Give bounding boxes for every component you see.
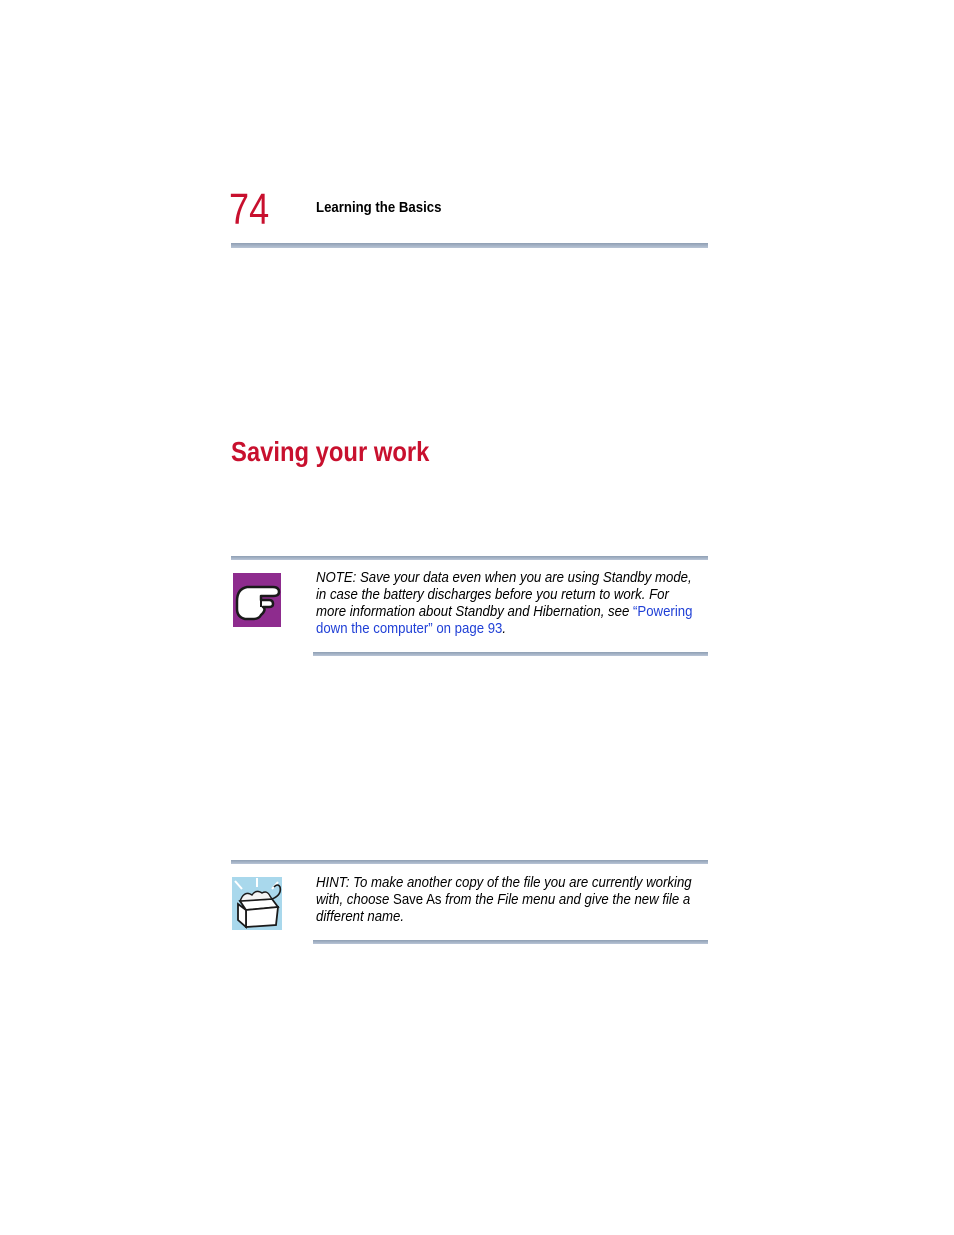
hint-text-end: from the File menu and give the new file a different name.: [316, 891, 691, 925]
hint-bottom-rule: [313, 940, 708, 944]
note-bottom-rule: [313, 652, 708, 656]
note-top-rule: [231, 556, 708, 560]
note-cross-reference-link[interactable]: “Powering down the computer” on page 93: [316, 603, 693, 637]
pointing-hand-icon: [233, 573, 281, 627]
note-text-end: .: [502, 620, 507, 637]
hint-text-body: HINT: To make another copy of the file you are currently working with, choose: [316, 874, 692, 908]
running-header-title: Learning the Basics: [316, 199, 442, 216]
page-number: 74: [229, 185, 270, 234]
hint-text: [316, 874, 694, 925]
hint-ui-term: Save As: [393, 891, 442, 908]
section-heading: Saving your work: [231, 436, 430, 467]
hint-top-rule: [231, 860, 708, 864]
note-text: [316, 569, 694, 637]
treasure-chest-icon: [232, 877, 282, 930]
header-rule: [231, 243, 708, 248]
note-text-body: NOTE: Save your data even when you are using Standby mode, in case the battery discharges before you return to work. For more information about Standby and Hibernation, see: [316, 569, 692, 620]
